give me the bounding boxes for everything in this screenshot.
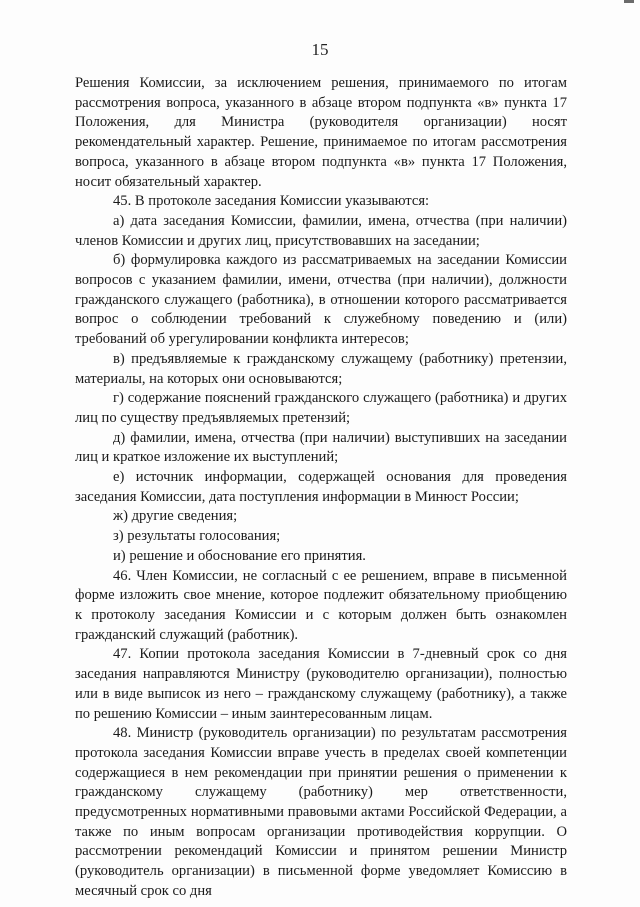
paragraph-48: 48. Министр (руководитель организации) по результатам рассмотрения протокола заседания Комиссии вправе учесть в пределах своей компетенции содержащиеся в нем рекомендации при принятии решения о применении к гражданскому служащему (работнику) мер ответственности, предусмотренных нормативными правовыми актами Российской Федерации, а также по иным вопросам организации противодействия коррупции. О рассмотрении рекомендаций Комиссии и принятом решении Министр (руководитель организации) в письменной форме уведомляет Комиссию в месячный срок со дня [75,725,567,899]
list-item-z: з) результаты голосования; [113,528,281,545]
list-item-zh: ж) другие сведения; [113,508,238,525]
paragraph-47: 47. Копии протокола заседания Комиссии в 7-дневный срок со дня заседания направляются Министру (руководителю организации), полностью или в виде выписок из него – гражданскому служащему (работнику), а также по решению Комиссии – иным заинтересованным лицам. [75,646,567,722]
paragraph-intro: Решения Комиссии, за исключением решения, принимаемого по итогам рассмотрения вопроса, указанного в абзаце втором подпункта «в» пункта 17 Положения, для Министра (руководителя организации) носят рекомендательный характер. Решение, принимаемое по итогам рассмотрения вопроса, указанного в абзаце втором подпункта «в» пункта 17 Положения, носит обязательный характер. [75,75,567,190]
document-body [75,74,567,902]
paragraph-45: 45. В протоколе заседания Комиссии указываются: [113,193,430,210]
scan-mark [624,0,634,3]
page-number: 15 [311,40,329,59]
list-item-i: и) решение и обоснование его принятия. [113,547,366,564]
list-item-b: б) формулировка каждого из рассматриваемых на заседании Комиссии вопросов с указанием фамилии, имени, отчества (при наличии), должности гражданского служащего (работника), в отношении которого рассматривается вопрос о соблюдении требований к служебному поведению и (или) требований об урегулировании конфликта интересов; [75,252,567,348]
paragraph-46: 46. Член Комиссии, не согласный с ее решением, вправе в письменной форме изложить свое мнение, которое подлежит обязательному приобщению к протоколу заседания Комиссии и с которым должен быть ознакомлен гражданский служащий (работник). [75,567,567,643]
list-item-d: д) фамилии, имена, отчества (при наличии) выступивших на заседании лиц и краткое изложение их выступлений; [75,429,567,466]
list-item-a: а) дата заседания Комиссии, фамилии, имена, отчества (при наличии) членов Комиссии и других лиц, присутствовавших на заседании; [75,212,567,249]
list-item-e: е) источник информации, содержащей основания для проведения заседания Комиссии, дата поступления информации в Минюст России; [75,469,567,505]
list-item-g: г) содержание пояснений гражданского служащего (работника) и других лиц по существу предъявляемых претензий; [75,390,567,426]
list-item-v: в) предъявляемые к гражданскому служащему (работнику) претензии, материалы, на которых они основываются; [75,350,567,387]
